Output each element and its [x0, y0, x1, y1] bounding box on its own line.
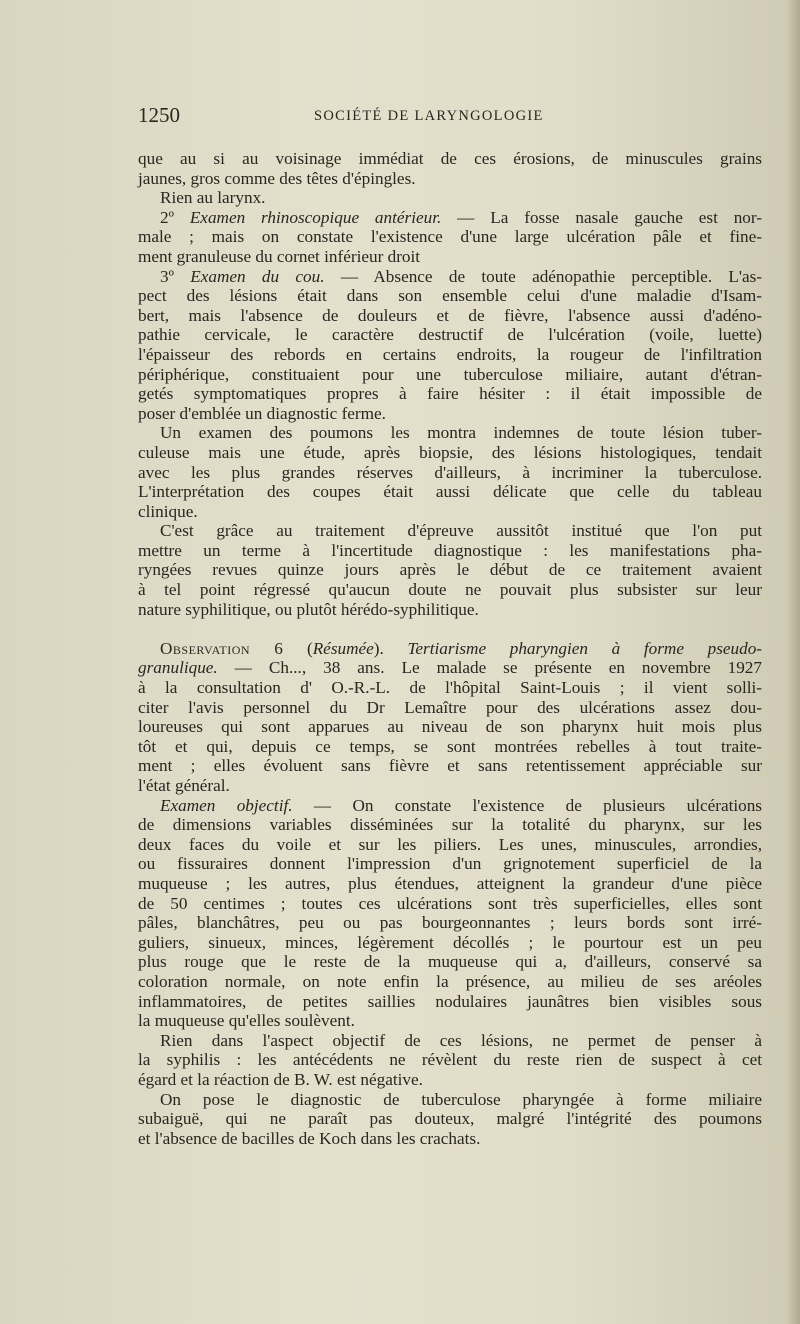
paragraph-gap — [138, 619, 762, 639]
text-line: bert, mais l'absence de douleurs et de fièvre, l'absence aussi d'adéno- — [138, 305, 762, 325]
text-line: coloration normale, on note enfin la présence, au milieu de ses aréoles — [138, 971, 762, 991]
text-line: loureuses qui sont apparues au niveau de son pharynx huit mois plus — [138, 717, 762, 737]
section-heading: Examen du cou. — [190, 266, 325, 286]
text-line: tôt et qui, depuis ce temps, se sont montrées rebelles à tout traite- — [138, 736, 762, 756]
observation-heading — [138, 639, 762, 659]
text-line: Un examen des poumons les montra indemnes de toute lésion tuber- — [160, 423, 762, 443]
text-line: poser d'emblée un diagnostic ferme. — [138, 403, 386, 423]
text-line: ryngées revues quinze jours après le début de ce traitement avaient — [138, 560, 762, 580]
text-line: guliers, sinueux, minces, légèrement décollés ; le pourtour est un peu — [138, 932, 762, 952]
page-number: 1250 — [138, 103, 180, 127]
section-heading: Examen rhinoscopique antérieur. — [189, 207, 442, 227]
text-line: à tel point régressé qu'aucun doute ne pouvait plus subsister sur leur — [138, 580, 762, 600]
text-line — [138, 208, 762, 228]
text-line: périphérique, constituaient pour une tuberculose miliaire, autant d'étran- — [138, 364, 762, 384]
text-line: male ; mais on constate l'existence d'une large ulcération pâle et fine- — [138, 227, 762, 247]
body-text — [138, 149, 762, 1148]
observation-title: Tertiarisme pharyngien à forme pseudo- — [407, 638, 763, 658]
text-line: nature syphilitique, ou plutôt hérédo-syphilitique. — [138, 599, 479, 619]
text-line: clinique. — [138, 501, 198, 521]
text-run: — Ch..., 38 ans. Le malade se présente en novembre 1927 — [234, 658, 762, 678]
text-line: Rien dans l'aspect objectif de ces lésions, ne permet de penser à — [160, 1030, 762, 1050]
text-line: culeuse mais une étude, après biopsie, des lésions histologiques, tendait — [138, 442, 762, 462]
text-line: jaunes, gros comme des têtes d'épingles. — [138, 168, 416, 188]
text-line: getés symptomatiques propres à faire hésiter : il était impossible de — [138, 384, 762, 404]
text-line: C'est grâce au traitement d'épreuve aussitôt institué que l'on put — [160, 521, 762, 541]
text-line: avec les plus grandes réserves d'ailleurs, à incriminer la tuberculose. — [138, 462, 762, 482]
text-line: que au si au voisinage immédiat de ces érosions, de minuscules grains — [138, 149, 762, 168]
text-line: deux faces du voile et sur les piliers. Les unes, minuscules, arrondies, — [138, 834, 762, 854]
text-run: — La fosse nasale gauche est nor- — [457, 207, 763, 227]
journal-title: SOCIÉTÉ DE LARYNGOLOGIE — [314, 108, 544, 124]
text-line: citer l'avis personnel du Dr Lemaître pour des ulcérations assez dou- — [138, 697, 762, 717]
text-line: égard et la réaction de B. W. est négative. — [138, 1069, 423, 1089]
summary-tag: Résumée — [312, 638, 374, 658]
text-line: de dimensions variables disséminées sur la totalité du pharynx, sur les — [138, 815, 762, 835]
text-line: pect des lésions était dans son ensemble celui d'une maladie d'Isam- — [138, 286, 762, 306]
text-line: inflammatoires, de petites saillies nodulaires jaunâtres bien visibles sous — [138, 991, 762, 1011]
text-line: Rien au larynx. — [160, 188, 266, 208]
text-run: ( — [306, 638, 313, 658]
section-number: 2º — [160, 207, 174, 227]
text-run: — On constate l'existence de plusieurs ulcérations — [313, 795, 763, 815]
text-line: muqueuse ; les autres, plus étendues, atteignent la grandeur d'une pièce — [138, 873, 762, 893]
text-line: l'état général. — [138, 776, 230, 795]
text-line: plus rouge que le reste de la muqueuse qui a, d'ailleurs, conservé sa — [138, 952, 762, 972]
text-line: ment ; elles évoluent sans fièvre et sans retentissement appréciable sur — [138, 756, 762, 776]
text-line: ou fissuraires donnent l'impression d'un grignotement superficiel de la — [138, 854, 762, 874]
text-line: l'épaisseur des rebords en certains endroits, la rougeur de l'infiltration — [138, 344, 762, 364]
text-line: à la consultation d' O.-R.-L. de l'hôpital Saint-Louis ; il vient solli- — [138, 678, 762, 698]
text-line: de 50 centimes ; toutes ces ulcérations sont très superficielles, elles sont — [138, 893, 762, 913]
text-line: L'interprétation des coupes était aussi délicate que celle du tableau — [138, 482, 762, 502]
text-line: mettre un terme à l'incertitude diagnostique : les manifestations pha- — [138, 540, 762, 560]
text-line: la muqueuse qu'elles soulèvent. — [138, 1011, 355, 1031]
text-line: et l'absence de bacilles de Koch dans les crachats. — [138, 1128, 481, 1148]
section-number: 3º — [160, 266, 174, 286]
text-line: la syphilis : les antécédents ne révèlent du reste rien de suspect à cet — [138, 1050, 762, 1070]
text-run: — Absence de toute adénopathie perceptible. L'as- — [340, 266, 762, 286]
observation-label: Observation 6 — [160, 638, 284, 658]
observation-title-end: granulique. — [138, 658, 218, 678]
text-line: pathie cervicale, le caractère destructif de l'ulcération (voile, luette) — [138, 325, 762, 345]
section-heading: Examen objectif. — [160, 795, 293, 815]
text-line: subaiguë, qui ne paraît pas douteux, malgré l'intégrité des poumons — [138, 1109, 762, 1129]
text-line — [138, 267, 762, 287]
text-line: ment granuleuse du cornet inférieur droit — [138, 246, 421, 266]
text-line — [138, 658, 762, 678]
page-edge-shadow — [786, 0, 800, 1324]
running-head — [138, 103, 758, 133]
text-line — [138, 796, 762, 816]
text-line: On pose le diagnostic de tuberculose pharyngée à forme miliaire — [160, 1089, 762, 1109]
text-line: pâles, blanchâtres, peu ou pas bourgeonnantes ; leurs bords sont irré- — [138, 913, 762, 933]
text-run: ). — [373, 638, 384, 658]
